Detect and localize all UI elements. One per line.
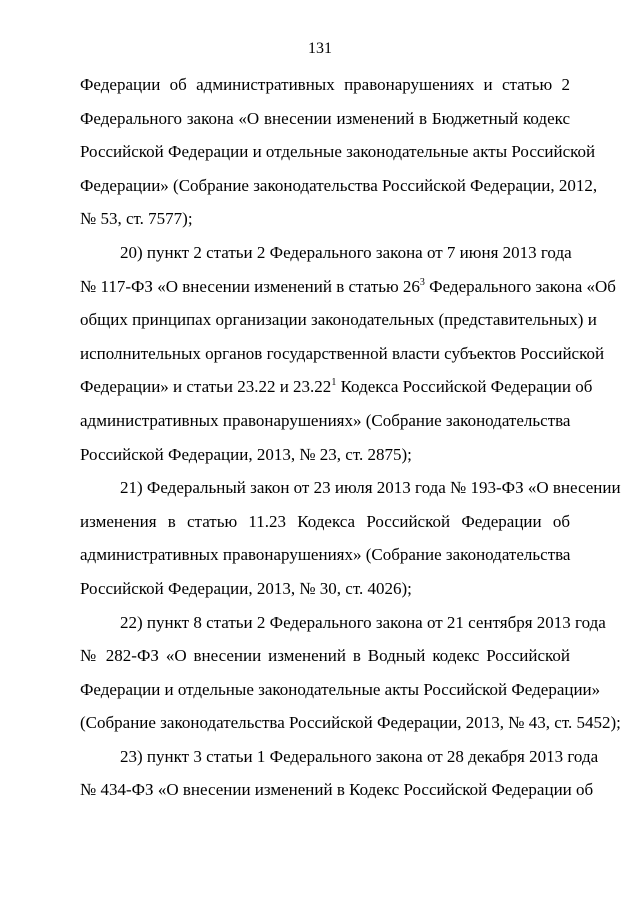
text-line: 21) Федеральный закон от 23 июля 2013 года № 193-ФЗ «О внесении — [120, 478, 621, 498]
text-line: Российской Федерации и отдельные законодательные акты Российской — [80, 142, 596, 162]
text-line: административных правонарушениях» (Собрание законодательства — [80, 545, 571, 565]
text-fragment: Федерального закона «Об — [424, 276, 616, 296]
text-line: исполнительных органов государственной власти субъектов Российской — [80, 343, 605, 363]
text-line: (Собрание законодательства Российской Федерации, 2013, № 43, ст. 5452); — [80, 713, 621, 733]
text-line: 22) пункт 8 статьи 2 Федерального закона от 21 сентября 2013 года — [120, 612, 606, 632]
text-line: общих принципах организации законодательных (представительных) и — [80, 310, 597, 330]
text-line: 23) пункт 3 статьи 1 Федерального закона от 28 декабря 2013 года — [120, 746, 599, 766]
paragraph-item-22 — [80, 606, 621, 740]
text-line: изменения в статью 11.23 Кодекса Российской Федерации об — [80, 511, 570, 531]
text-line: Российской Федерации, 2013, № 30, ст. 4026); — [80, 578, 412, 598]
paragraph-item-23 — [80, 740, 599, 807]
paragraph-continuation — [80, 68, 598, 236]
text-line: Федерации» (Собрание законодательства Российской Федерации, 2012, — [80, 175, 598, 195]
text-line-with-superscript — [80, 270, 616, 304]
text-fragment: Федерации» и статьи 23.22 и 23.22 — [80, 377, 332, 397]
document-body — [80, 68, 621, 807]
text-line-with-superscript — [80, 370, 593, 404]
text-fragment: № 117-ФЗ «О внесении изменений в статью 26 — [80, 276, 420, 296]
text-line: Федерации и отдельные законодательные акты Российской Федерации» — [80, 679, 601, 699]
text-line: № 53, ст. 7577); — [80, 209, 193, 229]
paragraph-item-21 — [80, 471, 621, 605]
text-line: Федерального закона «О внесении изменений в Бюджетный кодекс — [80, 108, 570, 128]
superscript: 3 — [419, 276, 425, 288]
text-line: Российской Федерации, 2013, № 23, ст. 2875); — [80, 444, 412, 464]
paragraph-item-20 — [80, 236, 616, 471]
text-line: административных правонарушениях» (Собрание законодательства — [80, 410, 571, 430]
text-line: Федерации об административных правонарушениях и статью 2 — [80, 75, 570, 94]
text-line: 20) пункт 2 статьи 2 Федерального закона от 7 июня 2013 года — [120, 242, 572, 262]
text-fragment: Кодекса Российской Федерации об — [336, 377, 593, 397]
page-number: 131 — [308, 40, 332, 57]
superscript: 1 — [331, 377, 337, 389]
text-line: № 434-ФЗ «О внесении изменений в Кодекс Российской Федерации об — [80, 780, 594, 800]
text-line: № 282-ФЗ «О внесении изменений в Водный кодекс Российской — [80, 646, 570, 666]
